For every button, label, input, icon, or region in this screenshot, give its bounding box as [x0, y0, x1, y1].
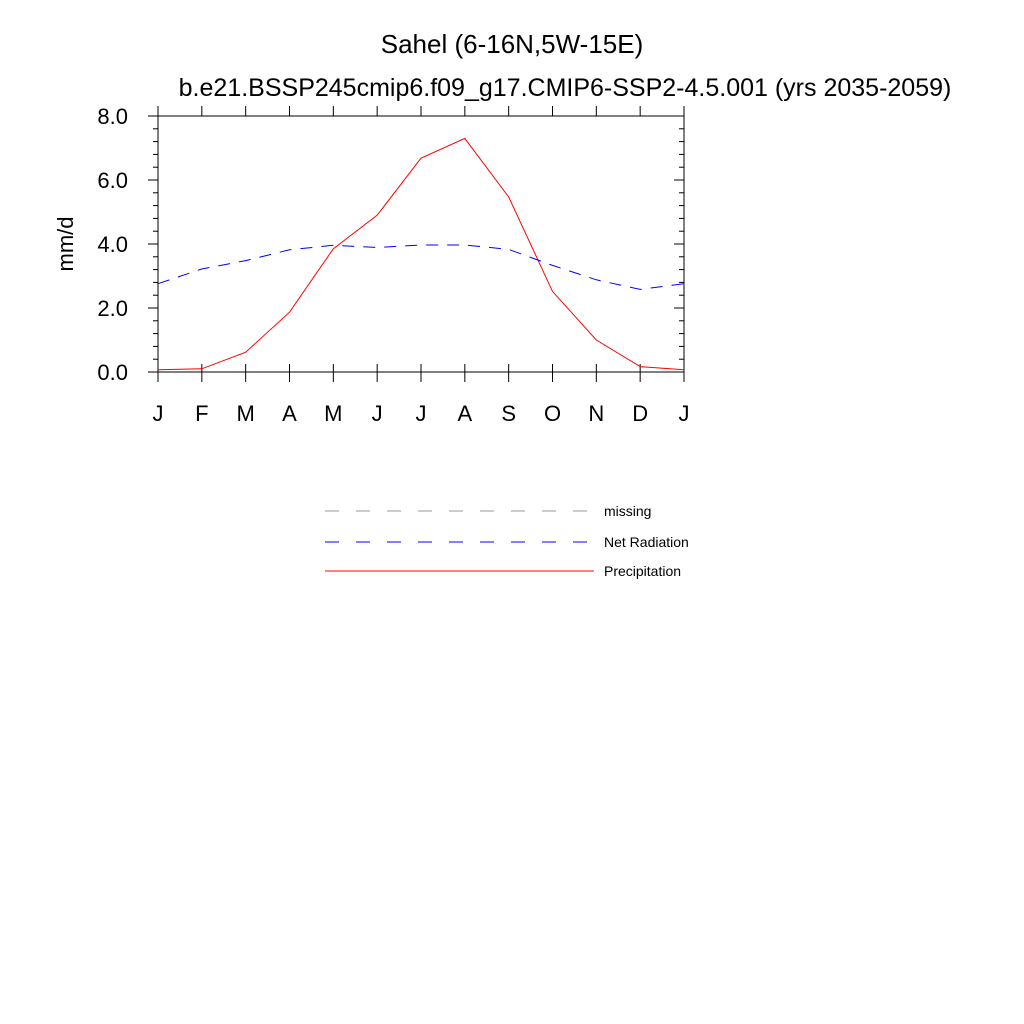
legend-label: Net Radiation [604, 534, 689, 550]
legend-label: Precipitation [604, 563, 682, 579]
x-tick-label: M [324, 401, 343, 426]
x-tick-label: J [152, 401, 164, 426]
series-line-precipitation [158, 138, 684, 369]
x-tick-label: F [195, 401, 209, 426]
y-tick-label: 6.0 [97, 168, 128, 193]
x-tick-label: D [632, 401, 649, 426]
x-tick-label: J [678, 401, 690, 426]
x-tick-label: A [282, 401, 297, 426]
x-tick-label: J [371, 401, 383, 426]
plot-frame [158, 116, 684, 372]
legend-label: missing [604, 503, 652, 519]
x-tick-label: O [543, 401, 562, 426]
y-tick-label: 8.0 [97, 104, 128, 129]
y-tick-label: 4.0 [97, 232, 128, 257]
x-tick-label: N [588, 401, 605, 426]
x-tick-label: S [501, 401, 517, 426]
x-tick-label: M [236, 401, 255, 426]
plot-series [158, 138, 684, 370]
y-tick-label: 0.0 [97, 360, 128, 385]
chart-title: Sahel (6-16N,5W-15E) [380, 29, 644, 59]
y-tick-label: 2.0 [97, 296, 128, 321]
chart-subtitle: b.e21.BSSP245cmip6.f09_g17.CMIP6-SSP2-4.5.001 (yrs 2035-2059) [178, 74, 952, 102]
series-line-net-radiation [158, 245, 684, 289]
x-tick-label: J [415, 401, 427, 426]
plot-axes [97, 104, 689, 426]
y-axis-label: mm/d [53, 216, 78, 272]
legend [325, 503, 689, 579]
x-tick-label: A [457, 401, 473, 426]
